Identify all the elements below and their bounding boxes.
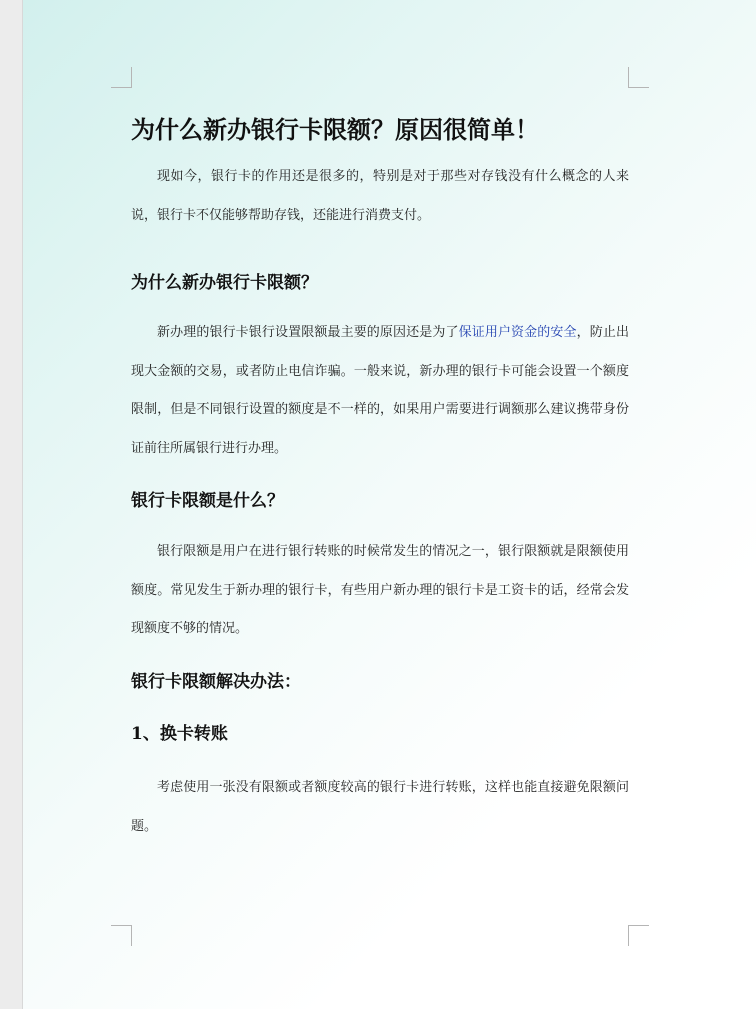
document-page: [22, 0, 756, 1009]
section3-subheading: 1、换卡转账: [131, 724, 228, 744]
section1-heading: 为什么新办银行卡限额？: [131, 273, 318, 293]
section3-heading: 银行卡限额解决办法：: [131, 672, 301, 692]
section3-paragraph: 考虑使用一张没有限额或者额度较高的银行卡进行转账，这样也能直接避免限额问题。: [131, 780, 629, 834]
fund-safety-link[interactable]: 保证用户资金的安全: [458, 325, 577, 340]
crop-mark-bottom-right: [628, 925, 649, 946]
section1-paragraph: [131, 314, 629, 468]
document-title: 为什么新办银行卡限额？原因很简单！: [131, 115, 539, 144]
crop-mark-bottom-left: [111, 925, 132, 946]
section2-heading: 银行卡限额是什么？: [131, 491, 284, 511]
intro-paragraph: 现如今，银行卡的作用还是很多的，特别是对于那些对存钱没有什么概念的人来说，银行卡不仅能够帮助存钱，还能进行消费支付。: [131, 169, 629, 223]
section2-paragraph: 银行限额是用户在进行银行转账的时候常发生的情况之一，银行限额就是限额使用额度。常见发生于新办理的银行卡，有些用户新办理的银行卡是工资卡的话，经常会发现额度不够的情况。: [131, 544, 629, 636]
section1-text-after-link: ，防止出现大金额的交易，或者防止电信诈骗。一般来说，新办理的银行卡可能会设置一个额度限制，但是不同银行设置的额度是不一样的，如果用户需要进行调额那么建议携带身份证前往所属银行进行办理。: [131, 325, 629, 456]
section1-text-before-link: 新办理的银行卡银行设置限额最主要的原因还是为了: [157, 325, 459, 340]
crop-mark-top-left: [111, 67, 132, 88]
crop-mark-top-right: [628, 67, 649, 88]
